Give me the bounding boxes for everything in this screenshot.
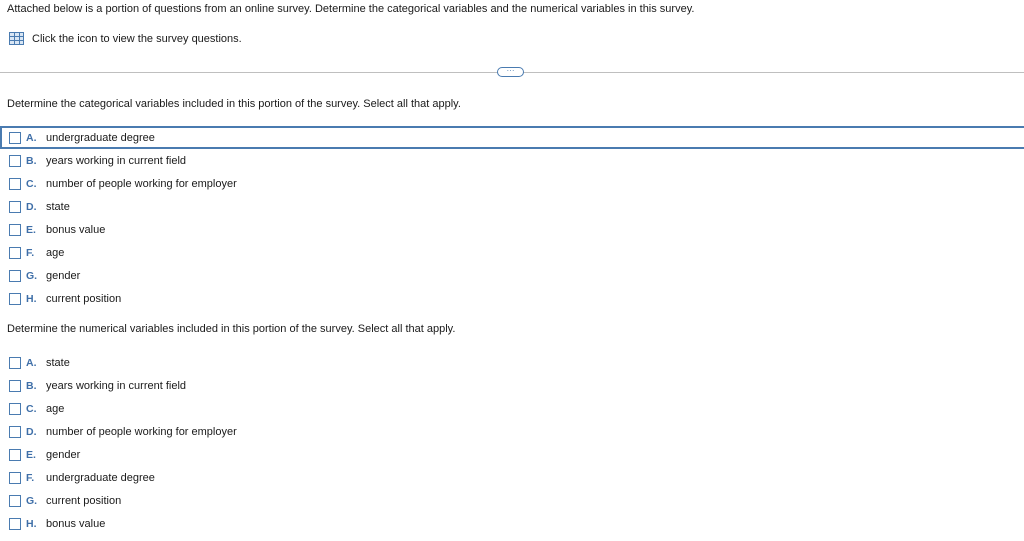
- option-letter: H.: [26, 292, 37, 305]
- option-text: age: [46, 402, 65, 415]
- checkbox[interactable]: [9, 201, 21, 213]
- checkbox[interactable]: [9, 472, 21, 484]
- categorical-option-g[interactable]: [0, 264, 1024, 287]
- option-text: years working in current field: [46, 379, 187, 392]
- checkbox[interactable]: [9, 293, 21, 305]
- checkbox[interactable]: [9, 247, 21, 259]
- categorical-option-f[interactable]: [0, 241, 1024, 264]
- option-text: current position: [46, 292, 122, 305]
- option-text: bonus value: [46, 517, 106, 530]
- option-text: number of people working for employer: [46, 425, 237, 438]
- more-button[interactable]: ···: [497, 67, 524, 77]
- option-letter: D.: [26, 425, 37, 438]
- categorical-option-a[interactable]: [0, 126, 1024, 149]
- option-letter: B.: [26, 379, 37, 392]
- numerical-option-e[interactable]: [0, 443, 1024, 466]
- numerical-option-a[interactable]: [0, 351, 1024, 374]
- option-letter: G.: [26, 494, 38, 507]
- checkbox[interactable]: [9, 224, 21, 236]
- checkbox[interactable]: [9, 132, 21, 144]
- option-letter: F.: [26, 471, 35, 484]
- categorical-option-d[interactable]: [0, 195, 1024, 218]
- option-text: gender: [46, 269, 81, 282]
- question-categorical-prompt: Determine the categorical variables included in this portion of the survey. Select all that apply.: [7, 98, 461, 110]
- view-questions-label: Click the icon to view the survey questions.: [32, 32, 242, 45]
- option-letter: D.: [26, 200, 37, 213]
- table-icon[interactable]: [9, 32, 24, 45]
- option-text: gender: [46, 448, 81, 461]
- numerical-option-c[interactable]: [0, 397, 1024, 420]
- view-questions-link[interactable]: [9, 32, 242, 45]
- checkbox[interactable]: [9, 178, 21, 190]
- option-text: current position: [46, 494, 122, 507]
- checkbox[interactable]: [9, 426, 21, 438]
- categorical-option-b[interactable]: [0, 149, 1024, 172]
- option-letter: H.: [26, 517, 37, 530]
- checkbox[interactable]: [9, 270, 21, 282]
- numerical-options: [0, 351, 1024, 535]
- numerical-option-g[interactable]: [0, 489, 1024, 512]
- checkbox[interactable]: [9, 155, 21, 167]
- option-letter: F.: [26, 246, 35, 259]
- numerical-option-b[interactable]: [0, 374, 1024, 397]
- categorical-option-e[interactable]: [0, 218, 1024, 241]
- numerical-option-h[interactable]: [0, 512, 1024, 535]
- checkbox[interactable]: [9, 495, 21, 507]
- checkbox[interactable]: [9, 380, 21, 392]
- checkbox[interactable]: [9, 403, 21, 415]
- option-text: undergraduate degree: [46, 131, 155, 144]
- option-letter: B.: [26, 154, 37, 167]
- checkbox[interactable]: [9, 449, 21, 461]
- option-text: state: [46, 200, 70, 213]
- checkbox[interactable]: [9, 357, 21, 369]
- option-letter: A.: [26, 356, 37, 369]
- categorical-option-h[interactable]: [0, 287, 1024, 310]
- categorical-options: [0, 126, 1024, 310]
- option-text: state: [46, 356, 70, 369]
- option-letter: C.: [26, 402, 37, 415]
- question-numerical-prompt: Determine the numerical variables included in this portion of the survey. Select all that apply.: [7, 323, 456, 335]
- checkbox[interactable]: [9, 518, 21, 530]
- numerical-option-f[interactable]: [0, 466, 1024, 489]
- option-letter: E.: [26, 223, 36, 236]
- option-letter: G.: [26, 269, 38, 282]
- option-text: years working in current field: [46, 154, 187, 167]
- option-text: undergraduate degree: [46, 471, 155, 484]
- intro-text: Attached below is a portion of questions from an online survey. Determine the categorical variables and the numerical variables in this survey.: [7, 3, 695, 15]
- option-letter: E.: [26, 448, 36, 461]
- option-letter: C.: [26, 177, 37, 190]
- option-letter: A.: [26, 131, 37, 144]
- option-text: age: [46, 246, 65, 259]
- option-text: bonus value: [46, 223, 106, 236]
- numerical-option-d[interactable]: [0, 420, 1024, 443]
- option-text: number of people working for employer: [46, 177, 237, 190]
- categorical-option-c[interactable]: [0, 172, 1024, 195]
